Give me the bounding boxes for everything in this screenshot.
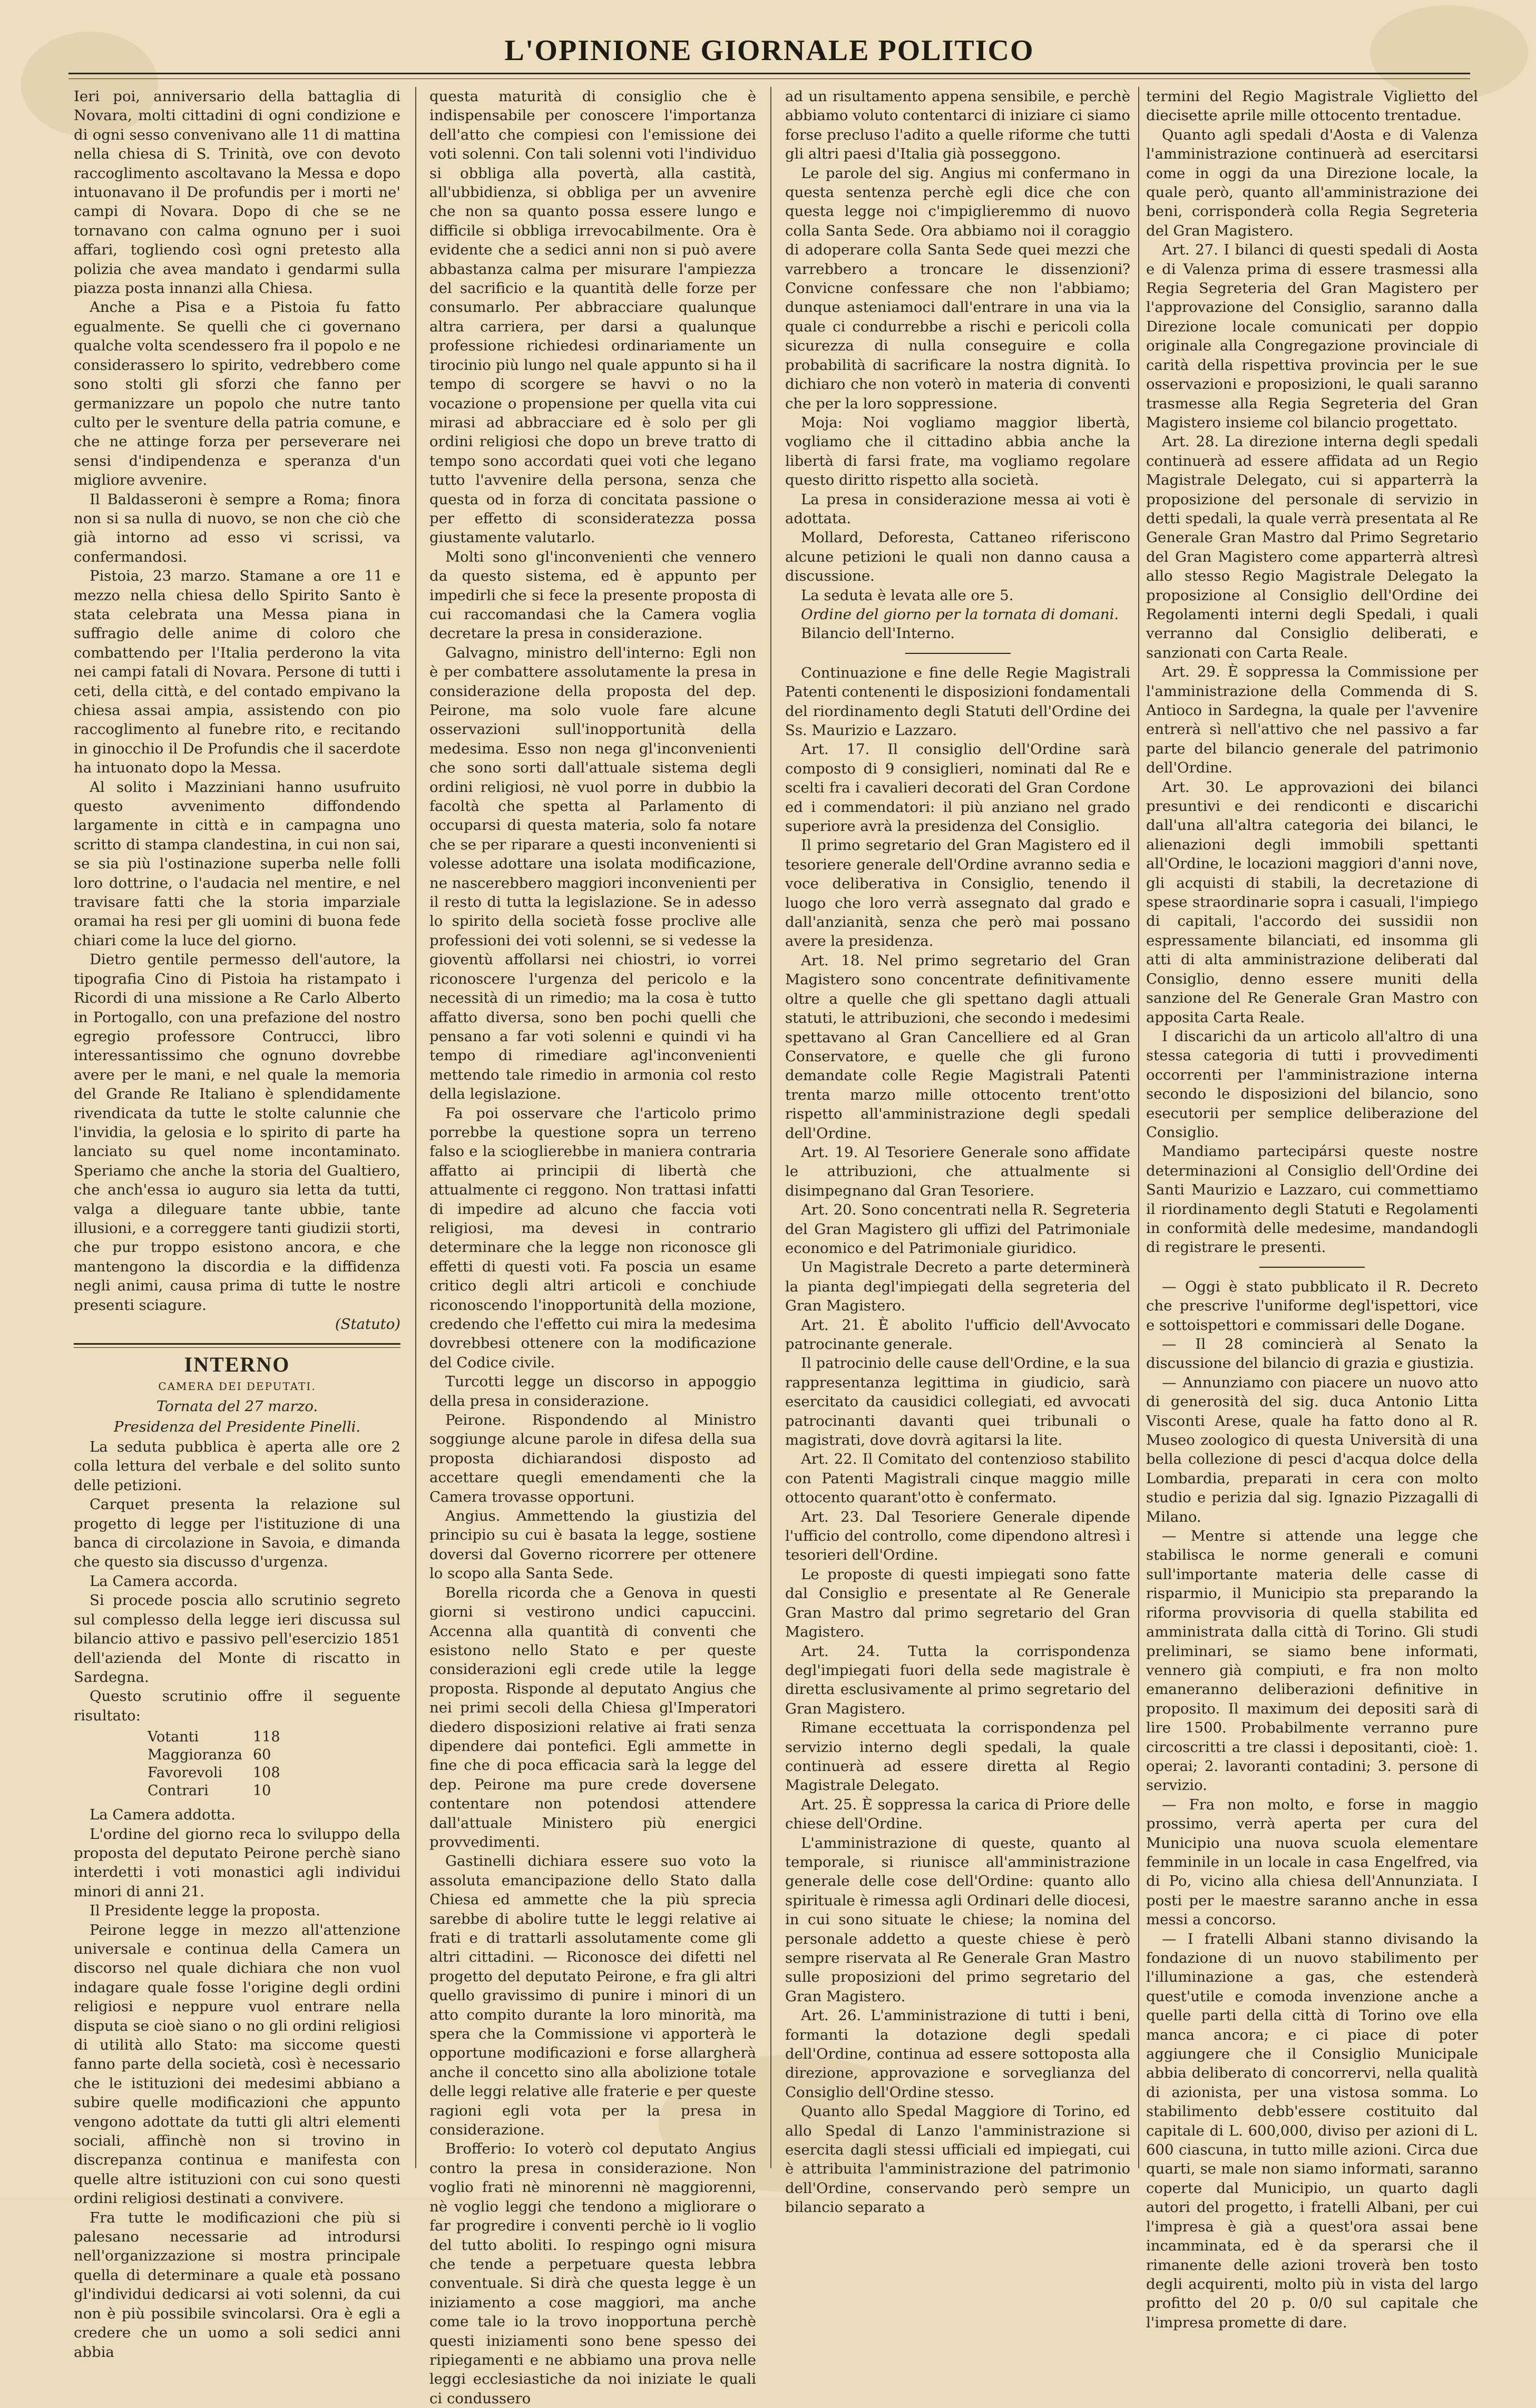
paragraph: termini del Regio Magistrale Viglietto del diecisette aprile mille ottocento trentadue.	[1146, 88, 1478, 124]
news-item: — Annunziamo con piacere un nuovo atto di generosità del sig. duca Antonio Litta Visconti Arese, quale ha fatto dono al R. Museo zoologico di questa Università di una bella collezione di pesci d'acqua dolce della Lombardia, preparati in cera con molto studio e perizia dal sig. Ignazio Pizzagalli di Milano.	[1146, 1374, 1478, 1525]
paragraph: L'amministrazione di queste, quanto al temporale, si riunisce all'amministrazione generale delle cose dell'Ordine: quanto allo spirituale è rimessa agli Ordinari delle diocesi, in cui sono situate le chiese; la nomina del personale addetto a queste chiese è però sempre riservata al Re Generale Gran Mastro sulle proposizioni del primo segretario del Gran Magistero.	[785, 1834, 1130, 2005]
paragraph: Mollard, Deforesta, Cattaneo riferiscono alcune petizioni le quali non danno causa a discussione.	[785, 529, 1130, 585]
paragraph: Pistoia, 23 marzo. Stamane a ore 11 e mezzo nella chiesa dello Spirito Santo è stata celebrata una Messa piana in suffragio delle anime di coloro che combattendo per l'Italia perderono la vita nei campi fatali di Novara. Persone di tutti i ceti, della città, e del contado empivano la chiesa assai ampia, assistendo con pio raccoglimento al funebre rito, e recitando in ginocchio il De Profundis che il sacerdote ha intuonato dopo la Messa.	[74, 567, 400, 777]
section-heading-interno: INTERNO	[184, 1353, 290, 1377]
vote-label: Maggioranza	[148, 1747, 242, 1764]
paragraph: Fra tutte le modificazioni che più si palesano necessarie ad introdursi nell'organizzazione si mostra principale quella di determinare a quale età possano gl'individui dedicarsi ai voti solenni, da cui non è più possibile svincolarsi. Ora è egli a credere che un uomo a soli sedici anni abbia	[74, 2209, 400, 2361]
paragraph: Art. 26. L'amministrazione di tutti i beni, formanti la dotazione degli spedali dell'Ordine, continua ad essere sottoposta alla direzione, approvazione e sorveglianza del Consiglio dell'Ordine stesso.	[785, 2007, 1130, 2101]
paragraph: Bilancio dell'Interno.	[801, 625, 955, 642]
news-item: — I fratelli Albani stanno divisando la fondazione di un nuovo stabilimento per l'illuminazione a gas, che estenderà quest'utile e comoda invenzione anche a quelle parti della città di Torino ove ella manca ancora; e ci piace di poter aggiungere che il Consiglio Municipale abbia deliberato di concorrervi, nella qualità di azionista, per una vistosa somma. Lo stabilimento debb'essere costituito dal capitale di L. 600,000, diviso per azioni di L. 600 ciascuna, in tutto mille azioni. Circa due quarti, se male non siamo informati, saranno coperte dal Municipio, un quarto dagli autori del progetto, i fratelli Albani, per cui l'impresa è già a quest'ora assai bene incamminata, ed è da sperarsi che il rimanente delle azioni troverà ben tosto degli acquirenti, molto più in vista del largo profitto del 20 p. 0/0 sul capitale che l'impresa promette di dare.	[1146, 1930, 1478, 2331]
vote-value: 10	[253, 1783, 271, 1799]
paragraph: Moja: Noi vogliamo maggior libertà, vogliamo che il cittadino abbia anche la libertà di farsi frate, ma vogliamo regolare questo diritto rispetto alla società.	[785, 414, 1130, 489]
column-divider	[1138, 87, 1139, 2168]
column-divider	[770, 87, 771, 2168]
paragraph: Art. 25. È soppressa la carica di Priore delle chiese dell'Ordine.	[785, 1796, 1130, 1833]
paragraph: Il Presidente legge la proposta.	[90, 1902, 320, 1920]
paragraph: Art. 30. Le approvazioni dei bilanci presuntivi e dei rendiconti e discarichi dall'una all'altra categoria dei bilanci, le alienazioni degli immobili spettanti all'Ordine, le locazioni maggiori d'anni nove, gli acquisti di stabili, la decretazione di spese straordinarie sopra i casuali, l'impiego di capitali, l'accordo dei sussidii non espressamente bilanciati, ed insomma gli atti di alta amministrazione deliberati dal Consiglio, denno essere muniti della sanzione del Re Generale Gran Mastro con apposita Carta Reale.	[1146, 778, 1478, 1026]
paragraph: Art. 29. È soppressa la Commissione per l'amministrazione della Commenda di S. Antioco in Sardegna, la quale per l'avvenire entrerà sì nell'attivo che nel passivo a far parte del bilancio generale del patrimonio dell'Ordine.	[1146, 663, 1478, 777]
vote-row	[148, 1746, 400, 1764]
paragraph: L'ordine del giorno reca lo sviluppo della proposta del deputato Peirone perchè siano interdetti i voti monastici agli individui minori di anni 21.	[74, 1825, 400, 1900]
newspaper-title: L'OPINIONE GIORNALE POLITICO	[504, 34, 1034, 67]
paragraph: Mandiamo partecipársi queste nostre determinazioni al Consiglio dell'Ordine dei Santi Maurizio e Lazzaro, cui commettiamo il riordinamento degli Statuti e Regolamenti in conformità delle medesime, mandandogli di registrare le presenti.	[1146, 1143, 1478, 1256]
column-1	[74, 87, 400, 2361]
vote-value: 118	[253, 1729, 280, 1746]
paragraph: La Camera addotta.	[90, 1806, 236, 1824]
column-divider	[415, 87, 416, 2168]
paragraph: Art. 22. Il Comitato del contenzioso stabilito con Patenti Magistrali cinque maggio mille ottocento quarant'otto è confermato.	[785, 1451, 1130, 1506]
news-item: — Oggi è stato pubblicato il R. Decreto che prescrive l'uniforme degl'ispettori, vice e sottoispettori e commissari delle Dogane.	[1146, 1278, 1478, 1334]
paragraph: Un Magistrale Decreto a parte determinerà la pianta degl'impiegati della segreteria del Gran Magistero.	[785, 1259, 1130, 1315]
masthead	[69, 34, 1470, 71]
paragraph: Galvagno, ministro dell'interno: Egli non è per combattere assolutamente la presa in considerazione della proposta del dep. Peirone, ma solo vuole fare alcune osservazioni sull'inopportunità della medesima. Esso non nega gl'inconvenienti che sono sorti dall'attuale sistema degli ordini religiosi, nè vuol porre in dubbio la facoltà che spetta al Parlamento di occuparsi di questa materia, solo fa notare che se per riparare a questi inconvenienti si volesse adottare una isolata modificazione, ne nascerebbero maggiori inconvenienti per il resto di tutta la legislazione. Se in adesso lo spirito della società fosse proclive alle professioni dei voti solenni, se si vedesse la gioventù affollarsi nei chiostri, io vorrei riconoscere l'urgenza del pericolo e la necessità di un rimedio; ma la cosa è tutto affatto diversa, sono ben pochi quelli che pensano a far voti solenni e quindi vi ha tempo di rimediare agl'inconvenienti mettendo tale rimedio in armonia col resto della legislazione.	[429, 644, 756, 1103]
news-item: — Mentre si attende una legge che stabilisca le norme generali e comuni sull'importante materia delle casse di risparmio, il Municipio sta preparando la riforma provvisoria di quella stabilita ed amministrata dalla città di Torino. Gli studi preliminari, se siamo bene informati, vennero già compiuti, e fra non molto emaneranno deliberazioni definitive in proposito. Il maximum dei depositi sarà di lire 1500. Probabilmente verranno pure circoscritti a tre classi i depositanti, cioè: 1. operai; 2. lavoranti contadini; 3. persone di servizio.	[1146, 1528, 1478, 1794]
vote-row	[148, 1782, 400, 1800]
vote-row	[148, 1728, 400, 1746]
paragraph: Le proposte di questi impiegati sono fatte dal Consiglio e presentate al Re Generale Gran Mastro dal primo segretario del Gran Magistero.	[785, 1565, 1130, 1641]
paragraph: La presa in considerazione messa ai voti è adottata.	[785, 491, 1130, 527]
paragraph: Art. 24. Tutta la corrispondenza degl'impiegati fuori della sede magistrale è diretta esclusivamente al primo segretario del Gran Magistero.	[785, 1642, 1130, 1717]
paragraph: Molti sono gl'inconvenienti che vennero da questo sistema, ed è appunto per impedirli che si fece la presente proposta di cui raccomandasi che la Camera voglia decretare la presa in considerazione.	[429, 548, 756, 642]
paragraph: Ieri poi, anniversario della battaglia di Novara, molti cittadini di ogni condizione e di ogni sesso convenivano alle 11 di mattina nella chiesa di S. Trinità, ove con devoto raccoglimento ascoltavano la Messa e dopo intuonavano il De profundis per i morti ne' campi di Novara. Dopo di che se ne tornavano con calma ognuno per i suoi affari, togliendo così ogni pretesto alla polizia che avea mandato i gendarmi sulla piazza posta innanzi alla Chiesa.	[74, 88, 400, 297]
column-2	[429, 87, 756, 2407]
paragraph: Si procede poscia allo scrutinio segreto sul complesso della legge ieri discussa sul bilancio attivo e passivo pell'esercizio 1851 dell'azienda del Monte di riscatto in Sardegna.	[74, 1592, 400, 1686]
paragraph: Art. 19. Al Tesoriere Generale sono affidate le attribuzioni, che attualmente si disimpegnano dal Gran Tesoriere.	[785, 1143, 1130, 1199]
paragraph: Anche a Pisa e a Pistoia fu fatto egualmente. Se quelli che ci governano qualche volta scendessero fra il popolo e ne considerassero lo spirito, vedrebbero come sono stolti gli sforzi che fanno per germanizzare un popolo che nutre tanto culto per le sventure della patria comune, e che ne attinge forza per perseverare nei sensi d'indipendenza e speranza d'un migliore avvenire.	[74, 299, 400, 489]
vote-value: 108	[253, 1765, 280, 1781]
paragraph: Carquet presenta la relazione sul progetto di legge per l'istituzione di una banca di circolazione in Savoia, e dimanda che questo sia discusso d'urgenza.	[74, 1496, 400, 1571]
section-rule	[905, 653, 1011, 654]
paragraph: Peirone legge in mezzo all'attenzione universale e continua della Camera un discorso nel quale dichiara che non vuol indagare quale fosse l'origine degli ordini religiosi e neppure vuol entrare nella disputa se cioè siano o no gli ordini religiosi di utilità allo Stato: ma siccome questi fanno parte della società, così è necessario che le istituzioni dei medesimi abbiano a subire quelle modificazioni che appunto vengono adottate da tutti gli altri elementi sociali, affinchè non si trovino in discrepanza continua e manifesta con quelle altre istituzioni con cui sono questi ordini religiosi destinati a convivere.	[74, 1921, 400, 2207]
vote-row	[148, 1764, 400, 1782]
paragraph: Il patrocinio delle cause dell'Ordine, e la sua rappresentanza legittima in giudicio, sarà esercitato da causidici collegiati, ed avvocati patrocinanti davanti quei tribunali o magistrati, dove dovrà agitarsi la lite.	[785, 1355, 1130, 1449]
chamber-heading: CAMERA DEI DEPUTATI.	[158, 1379, 316, 1393]
paragraph: Dietro gentile permesso dell'autore, la tipografia Cino di Pistoia ha ristampato i Ricordi di una missione a Re Carlo Alberto in Portogallo, con una prefazione del nostro egregio professore Contrucci, libro interessantissimo che ognuno dovrebbe avere per le mani, e nel quale la memoria del Grande Re Italiano è splendidamente rivendicata da tutte le stolte calunnie che l'invidia, la gelosia e lo spirito di parte ha lanciato su quel nome incontaminato. Speriamo che anche la storia del Gualtiero, che anch'essa io auguro sia letta da tutti, valga a dileguare tante ubbie, tante illusioni, e a correggere tanti giudizii storti, che pur troppo esistono ancora, e che mantengono la discordia e la diffidenza negli animi, causa prima di tutte le nostre presenti sciagure.	[74, 951, 400, 1314]
masthead-rule	[69, 73, 1470, 79]
column-3	[785, 87, 1130, 2216]
paragraph: Le parole del sig. Angius mi confermano in questa sentenza perchè egli dice che con questa legge noi c'impiglieremmo di nuovo colla Santa Sede. Ora abbiamo noi il coraggio di adoperare colla Santa Sede quei mezzi che varrebbero a troncare le dissenzioni? Convicne confessare che non l'abbiamo; dunque asteniamoci dall'entrare in una via la quale ci condurrebbe a rischi e pericoli colla sicurezza di nulla conseguire e colla probabilità di sacrificare la nostra dignità. Io dichiaro che non voterò in materia di conventi che per la loro soppressione.	[785, 164, 1130, 412]
vote-label: Favorevoli	[148, 1765, 223, 1781]
paragraph: Gastinelli dichiara essere suo voto la assoluta emancipazione dello Stato dalla Chiesa ed ammette che la più sprecia sarebbe di abolire tutte le leggi relative ai frati e di trattarli assolutamente come gli altri cittadini. — Riconosce dei difetti nel progetto del deputato Peirone, e fra gli altri quello gravissimo di punire i minori di un atto compito durante la loro minorità, ma spera che la Commissione vi apporterà le opportune modificazioni e forse allargherà anche il concetto sino alla abolizione totale delle leggi relative alle fraterie e per queste ragioni egli vota per la presa in considerazione.	[429, 1853, 756, 2139]
paragraph: I discarichi da un articolo all'altro di una stessa categoria di tutti i provvedimenti occorrenti per l'amministrazione interna secondo le disposizioni del bilancio, sono esecutorii per semplice deliberazione del Consiglio.	[1146, 1027, 1478, 1141]
paragraph: Quanto allo Spedal Maggiore di Torino, ed allo Spedal di Lanzo l'amministrazione si esercita dagli stessi ufficiali ed impiegati, cui è attribuita l'amministrazione del patrimonio dell'Ordine, conservando però sempre un bilancio separato a	[785, 2103, 1130, 2216]
paragraph: Peirone. Rispondendo al Ministro soggiunge alcune parole in difesa della sua proposta dichiarandosi disposto ad accettare quegli emendamenti che la Camera trovasse opportuni.	[429, 1412, 756, 1505]
vote-value: 60	[253, 1747, 271, 1764]
vote-label: Votanti	[148, 1729, 199, 1746]
paragraph: Borella ricorda che a Genova in questi giorni si vestirono undici capuccini. Accenna alla quantità di conventi che esistono nello Stato e per queste considerazioni egli crede utile la legge proposta. Risponde al deputato Angius che nei primi secoli della Chiesa gl'Imperatori diedero disposizioni relative ai frati senza dipendere dai pontefici. Egli ammette in fine che di poca efficacia sarà la legge del dep. Peirone ma pure crede doversene contentare non potendosi attendere dall'attuale Ministero più energici provvedimenti.	[429, 1584, 756, 1851]
section-rule	[1259, 1267, 1365, 1268]
news-item: — Il 28 comincierà al Senato la discussione del bilancio di grazia e giustizia.	[1146, 1336, 1478, 1372]
vote-label: Contrari	[148, 1783, 209, 1799]
news-item: — Fra non molto, e forse in maggio prossimo, verrà aperta per cura del Municipio una nuova scuola elementare femminile in un locale in casa Engelfred, via di Po, vicino alla chiesa dell'Annunziata. I posti per le maestre saranno anche in essa messi a concorso.	[1146, 1796, 1478, 1929]
session-date: Tornata del 27 marzo.	[156, 1398, 318, 1415]
column-4	[1146, 87, 1478, 2331]
paragraph: La Camera accorda.	[90, 1572, 238, 1590]
paragraph: Art. 20. Sono concentrati nella R. Segreteria del Gran Magistero gli uffizi del Patrimoniale economico e del Patrimoniale giuridico.	[785, 1201, 1130, 1257]
paragraph: Art. 17. Il consiglio dell'Ordine sarà composto di 9 consiglieri, nominati dal Re e scelti fra i cavalieri decorati del Gran Cordone ed i commendatori: il più anziano nel grado superiore avrà la presidenza del Consiglio.	[785, 741, 1130, 835]
source-credit: (Statuto)	[335, 1316, 400, 1333]
vote-results	[148, 1728, 400, 1800]
paragraph: questa maturità di consiglio che è indispensabile per conoscere l'importanza dell'atto che compiesi con l'emissione dei voti solenni. Con tali solenni voti l'individuo si obbliga alla povertà, alla castità, all'ubbidienza, si obbliga per un avvenire che non sa quanto possa essere lungo e difficile si obbliga irrevocabilmente. Ora è evidente che a sedici anni non si può avere abbastanza calma per misurare l'ampiezza del sacrificio e la quantità delle forze per consumarlo. Per abbracciare qualunque altra carriera, per darsi a qualunque professione richiedesi ordinariamente un tirocinio più lungo nel quale appunto si ha il tempo di scorgere se havvi o no la vocazione o propensione per quella vita cui mirasi ad abbracciare ed è solo per gli ordini religiosi che dopo un breve tratto di tempo sono accordati quei voti che legano tutto l'avvenire della persona, senza che questa od in forza di concitata passione o per effetto di sconsideratezza possa giustamente valutarlo.	[429, 88, 756, 546]
paragraph: Quanto agli spedali d'Aosta e di Valenza l'amministrazione continuerà ad esercitarsi come in oggi da una Direzione locale, la quale però, quanto all'amministrazione dei beni, corrisponderà colla Regia Segreteria del Gran Magistero.	[1146, 126, 1478, 239]
presidency-line: Presidenza del Presidente Pinelli.	[113, 1418, 361, 1435]
paragraph: Brofferio: Io voterò col deputato Angius contro la presa in considerazione. Non voglio frati nè minorenni nè maggiorenni, nè voglio leggi che tendono a migliorare o far progredire i conventi perchè io li voglio del tutto aboliti. Io respingo ogni misura che tende a perpetuare questa lebbra conventuale. Si dirà che questa legge è un iniziamento a cose maggiori, ma anche come tale io la trovo inopportuna perchè questi iniziamenti sono bene spesso dei ripiegamenti e ne abbiamo una prova nelle leggi ecclesiastiche da noi iniziate le quali ci condussero	[429, 2140, 756, 2407]
paragraph: Al solito i Mazziniani hanno usufruito questo avvenimento diffondendo largamente in città e in campagna uno scritto di stampa clandestina, in cui non sai, se sia più l'ostinazione superba nelle folli loro dottrine, o l'audacia nel mentire, e nel travisare fatti che la storia imparziale oramai ha resi per gli uomini di buona fede chiari come la luce del giorno.	[74, 778, 400, 949]
paragraph: Rimane eccettuata la corrispondenza pel servizio interno degli spedali, la quale continuerà ad essere diretta al Regio Magistrale Delegato.	[785, 1719, 1130, 1794]
agenda-heading: Ordine del giorno per la tornata di domani.	[801, 605, 1119, 623]
paragraph: Art. 27. I bilanci di questi spedali di Aosta e di Valenza prima di essere trasmessi alla Regia Segreteria del Gran Magistero per l'approvazione del Consiglio, saranno dalla Direzione locale comunicati per doppio originale alla Congregazione provinciale di carità della rispettiva provincia per le sue osservazioni e proposizioni, le quali saranno trasmesse alla Regia Segreteria del Gran Magistero insieme col bilancio progettato.	[1146, 241, 1478, 431]
paragraph: Questo scrutinio offre il seguente risultato:	[74, 1688, 400, 1724]
paragraph: La seduta pubblica è aperta alle ore 2 colla lettura del verbale e del solito sunto delle petizioni.	[74, 1438, 400, 1494]
paragraph: Il primo segretario del Gran Magistero ed il tesoriere generale dell'Ordine avranno sedia e voce deliberativa in Consiglio, tenendo il luogo che loro verrà assegnato dal grado e dall'anzianità, senza che però mai possano avere la presidenza.	[785, 837, 1130, 950]
paragraph: ad un risultamento appena sensibile, e perchè abbiamo voluto contentarci di iniziare ci siamo forse precluso l'adito a quelle riforme che tutti gli altri paesi d'Italia già posseggono.	[785, 88, 1130, 163]
section-rule	[74, 1343, 400, 1348]
paragraph: Art. 21. È abolito l'ufficio dell'Avvocato patrocinante generale.	[785, 1316, 1130, 1353]
paragraph: Art. 18. Nel primo segretario del Gran Magistero sono concentrate definitivamente oltre a quelle che gli spettano dagli attuali statuti, le attribuzioni, che secondo i medesimi spettavano al Gran Cancelliere ed al Gran Conservatore, e quelle che gli furono demandate colle Regie Magistrali Patenti trenta marzo mille ottocento trent'otto rispetto all'amministrazione degli spedali dell'Ordine.	[785, 952, 1130, 1142]
paragraph: Il Baldasseroni è sempre a Roma; finora non si sa nulla di nuovo, se non che ciò che già intorno ad esso vi scrissi, va confermandosi.	[74, 491, 400, 565]
paragraph: Continuazione e fine delle Regie Magistrali Patenti contenenti le disposizioni fondamentali del riordinamento degli Statuti dell'Ordine dei Ss. Maurizio e Lazzaro.	[785, 664, 1130, 739]
paragraph: Art. 23. Dal Tesoriere Generale dipende l'ufficio del controllo, come dipendono altresì i tesorieri dell'Ordine.	[785, 1508, 1130, 1564]
paragraph: La seduta è levata alle ore 5.	[801, 586, 1014, 604]
paragraph: Angius. Ammettendo la giustizia del principio su cui è basata la legge, sostiene doversi dal Governo ricorrere per ottenere lo scopo alla Santa Sede.	[429, 1508, 756, 1582]
paragraph: Turcotti legge un discorso in appoggio della presa in considerazione.	[429, 1373, 756, 1409]
paragraph: Fa poi osservare che l'articolo primo porrebbe la questione sopra un terreno falso e la scioglierebbe in maniera contraria affatto ai principii di libertà che attualmente ci reggono. Non trattasi infatti di impedire ad alcuno che faccia voti religiosi, ma devesi in contrario determinare che la legge non riconosce gli effetti di questi voti. Fa poscia un esame critico degli altri articoli e conchiude riconoscendo l'inopportunità della mozione, credendo che l'effetto cui mira la medesima dovrebbesi ottenere con la modificazione del Codice civile.	[429, 1104, 756, 1371]
paragraph: Art. 28. La direzione interna degli spedali continuerà ad essere affidata ad un Regio Magistrale Delegato, cui si apparterrà la proposizione del personale di servizio in detti spedali, la quale verrà presentata al Re Generale Gran Mastro dal Primo Segretario del Gran Magistero come apparterrà altresì allo stesso Regio Magistrale Delegato la proposizione al Consiglio dell'Ordine dei Regolamenti interni degli Spedali, i quali verranno dal Consiglio deliberati, e sanzionati con Carta Reale.	[1146, 433, 1478, 661]
